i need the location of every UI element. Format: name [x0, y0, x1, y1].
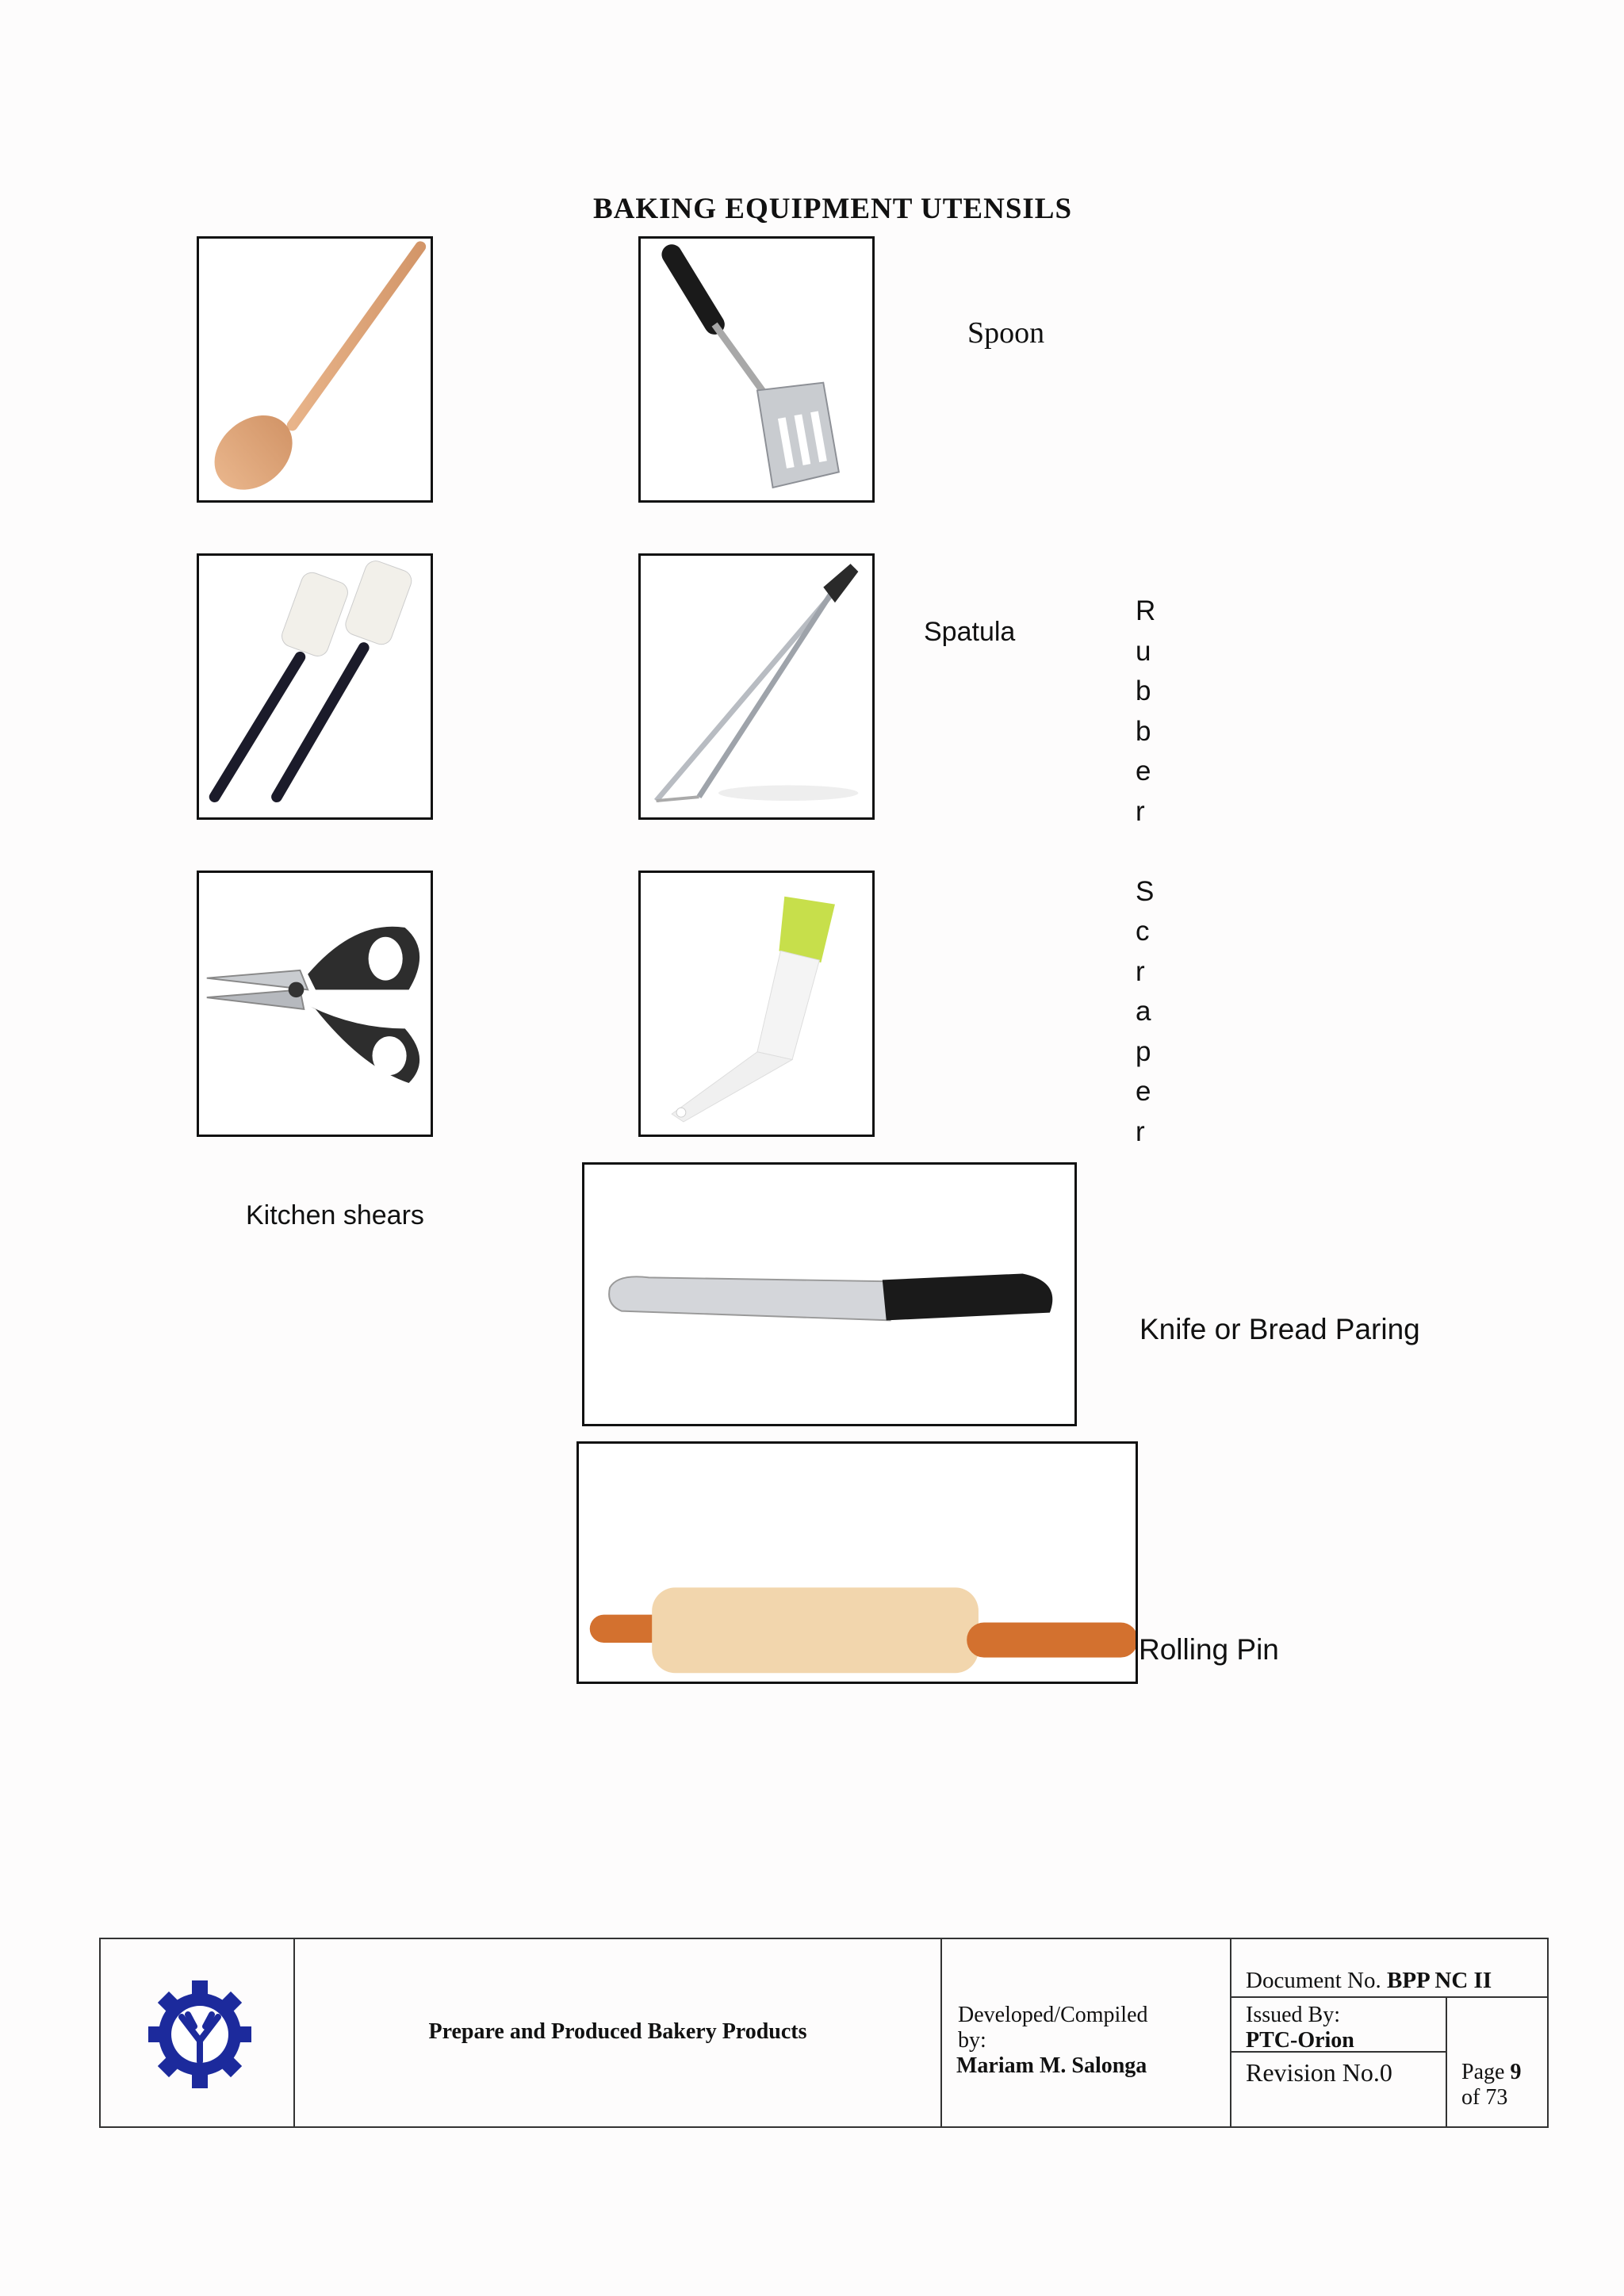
rubber-scrapers-image — [197, 553, 433, 820]
page-no: 9 — [1510, 2060, 1522, 2084]
developed-by-label: by: — [958, 2028, 986, 2053]
page-label: Page — [1461, 2060, 1511, 2084]
kitchen-shears-icon — [199, 873, 431, 1135]
developed-label: Developed/Compiled — [958, 2003, 1148, 2027]
author-name: Mariam M. Salonga — [956, 2053, 1147, 2078]
rolling-pin-image — [576, 1441, 1138, 1684]
label-rubber-scraper: R u b b e r S c r a p e r — [1136, 595, 1156, 1147]
wooden-spoon-icon — [199, 239, 431, 500]
label-spatula: Spatula — [924, 617, 1016, 647]
document-footer — [99, 1938, 1549, 2128]
page-number — [1461, 2060, 1521, 2085]
pastry-brush-image — [638, 871, 875, 1137]
label-knife: Knife or Bread Paring — [1139, 1313, 1420, 1345]
footer-author-cell — [942, 1939, 1231, 2126]
wooden-spoon-image — [197, 236, 433, 503]
tongs-image — [638, 553, 875, 820]
bread-knife-icon — [584, 1165, 1074, 1424]
page-total: of 73 — [1461, 2085, 1508, 2110]
footer-title-cell — [295, 1939, 942, 2126]
course-title: Prepare and Produced Bakery Products — [428, 2019, 807, 2044]
revision-number: Revision No.0 — [1246, 2058, 1392, 2087]
slotted-turner-image — [638, 236, 875, 503]
divider — [1231, 2051, 1446, 2053]
document-number — [1246, 1968, 1492, 1994]
bread-knife-image — [582, 1162, 1077, 1426]
document-label: Document No. — [1246, 1968, 1387, 1993]
label-spoon: Spoon — [967, 316, 1045, 350]
rolling-pin-icon — [579, 1444, 1136, 1682]
divider — [1231, 1996, 1547, 1998]
label-rolling-pin: Rolling Pin — [1139, 1633, 1279, 1666]
issued-label: Issued By: — [1246, 2003, 1340, 2027]
footer-info-cell — [1231, 1939, 1547, 2126]
rubber-scrapers-icon — [199, 556, 431, 817]
footer-logo-cell — [101, 1939, 295, 2126]
page-title: BAKING EQUIPMENT UTENSILS — [592, 193, 1073, 225]
tongs-icon — [641, 556, 872, 817]
slotted-turner-icon — [641, 239, 872, 500]
tesda-logo-icon — [148, 1979, 251, 2090]
label-kitchen-shears: Kitchen shears — [246, 1200, 424, 1230]
document-no: BPP NC II — [1387, 1968, 1492, 1993]
kitchen-shears-image — [197, 871, 433, 1137]
issued-by: PTC-Orion — [1246, 2028, 1354, 2053]
divider — [1446, 1996, 1447, 2126]
pastry-brush-icon — [641, 873, 872, 1135]
